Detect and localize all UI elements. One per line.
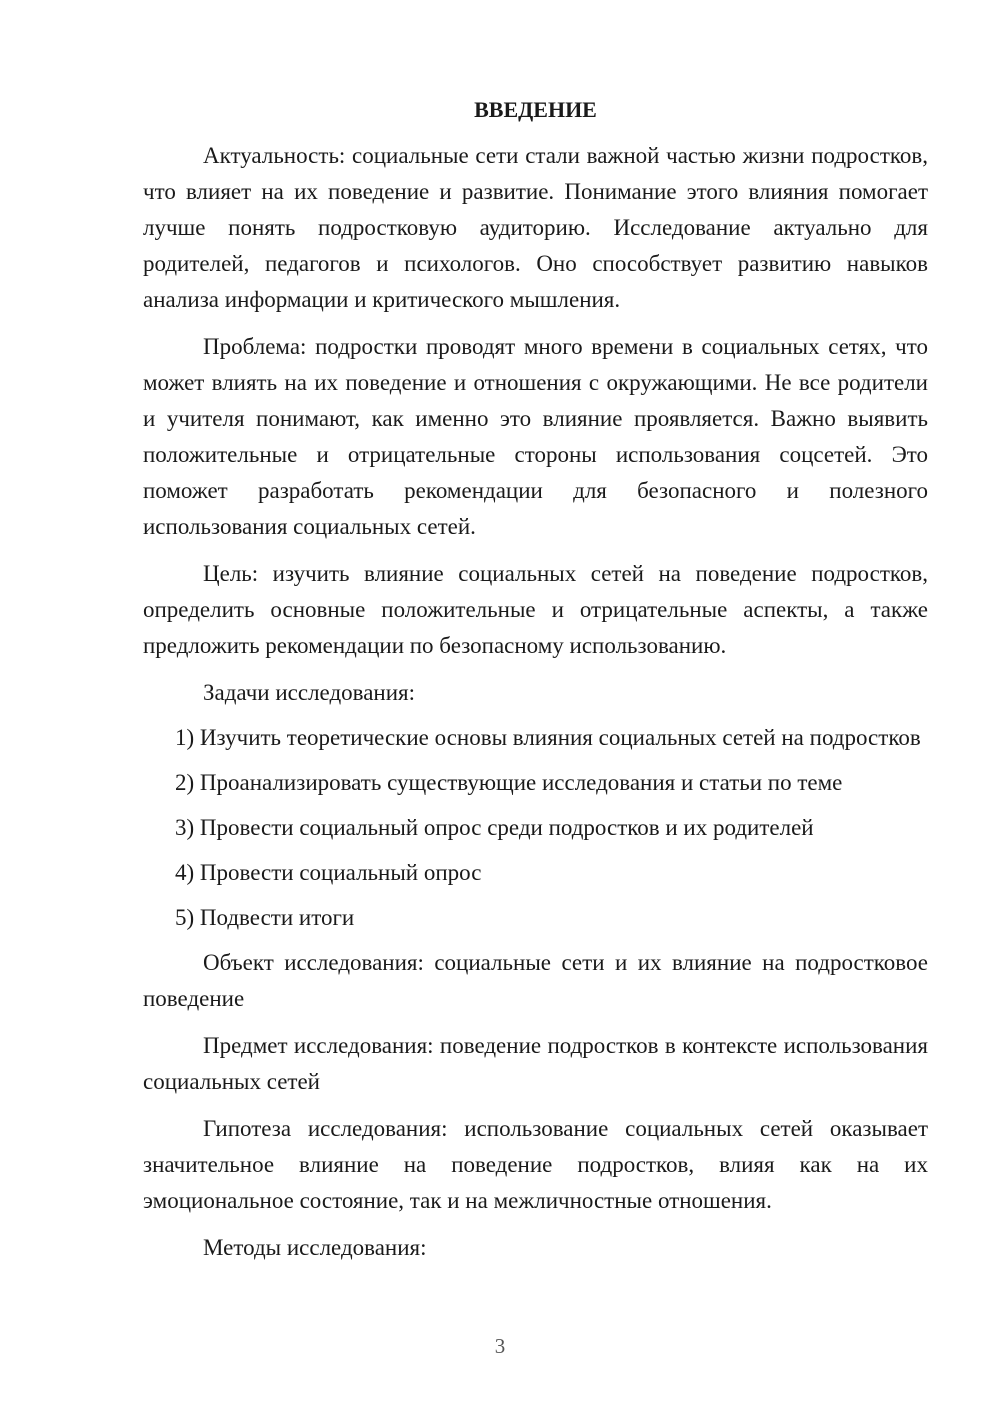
document-page [143, 92, 928, 1266]
subject-paragraph: Предмет исследования: поведение подростков в контексте использования социальных сетей [143, 1033, 928, 1094]
task-item-3: 3) Провести социальный опрос среди подростков и их родителей [175, 815, 814, 840]
problem-paragraph: Проблема: подростки проводят много времени в социальных сетях, что может влиять на их поведение и отношения с окружающими. Не все родители и учителя понимают, как именно это влияние проявляется. Важно выявить положительные и отрицательные стороны использования соцсетей. Это поможет разработать рекомендации для безопасного и полезного использования социальных сетей. [143, 334, 928, 539]
task-item-1: 1) Изучить теоретические основы влияния социальных сетей на подростков [175, 725, 921, 750]
tasks-heading: Задачи исследования: [203, 680, 416, 705]
page-title: ВВЕДЕНИЕ [474, 97, 597, 122]
page-number: 3 [494, 1334, 506, 1358]
methods-heading: Методы исследования: [203, 1235, 427, 1260]
task-item-5: 5) Подвести итоги [175, 905, 355, 930]
object-paragraph: Объект исследования: социальные сети и их влияние на подростковое поведение [143, 950, 928, 1011]
task-item-2: 2) Проанализировать существующие исследования и статьи по теме [175, 770, 843, 795]
task-item-4: 4) Провести социальный опрос [175, 860, 482, 885]
hypothesis-paragraph: Гипотеза исследования: использование социальных сетей оказывает значительное влияние на поведение подростков, влияя как на их эмоциональное состояние, так и на межличностные отношения. [143, 1116, 928, 1213]
goal-paragraph: Цель: изучить влияние социальных сетей на поведение подростков, определить основные положительные и отрицательные аспекты, а также предложить рекомендации по безопасному использованию. [143, 561, 928, 658]
relevance-paragraph: Актуальность: социальные сети стали важной частью жизни подростков, что влияет на их поведение и развитие. Понимание этого влияния помогает лучше понять подростковую аудиторию. Исследование актуально для родителей, педагогов и психологов. Оно способствует развитию навыков анализа информации и критического мышления. [143, 143, 928, 312]
